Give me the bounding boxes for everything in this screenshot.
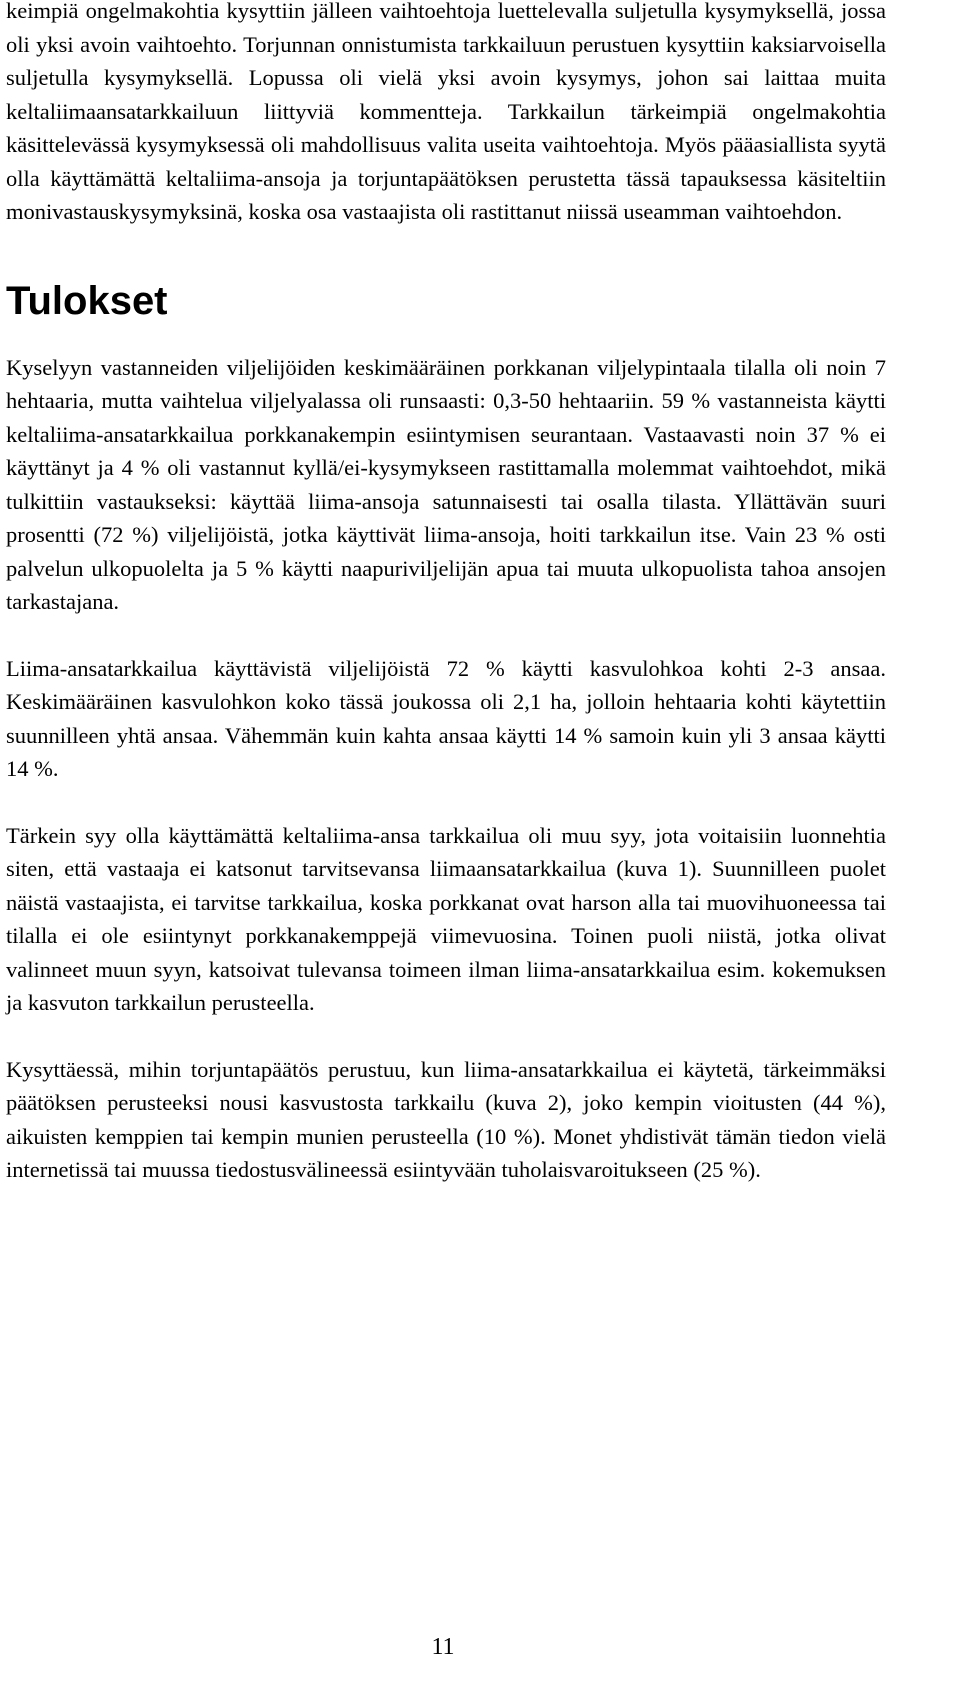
results-paragraph-3: Tärkein syy olla käyttämättä keltaliima-ansa tarkkailua oli muu syy, jota voitaisiin luonnehtia siten, että vastaaja ei katsonut tarvitsevansa liimaansatarkkailua (kuva 1). Suunnilleen puolet näistä vastaajista, ei tarvitse tarkkailua, koska porkkanat ovat harson alla tai muovihuoneessa tai tilalla ei ole esiintynyt porkkanakemppejä viimevuosina. Toinen puoli niistä, jotka olivat valinneet muun syyn, katsoivat tulevansa toimeen ilman liima-ansatarkkailua esim. kokemuksen ja kasvuton tarkkailun perusteella.	[6, 822, 886, 1015]
results-paragraph-1: Kyselyyn vastanneiden viljelijöiden keskimääräinen porkkanan viljelypintaala tilalla oli noin 7 hehtaaria, mutta vaihtelua viljelyalassa oli runsaasti: 0,3-50 hehtaariin. 59 % vastanneista käytti keltaliima-ansatarkkailua porkkanakempin esiintymisen seurantaan. Vastaavasti noin 37 % ei käyttänyt ja 4 % oli vastannut kyllä/ei-kysymykseen rastittamalla molemmat vaihtoehdot, mikä tulkittiin vastaukseksi: käyttää liima-ansoja satunnaisesti tai osalla tilasta. Yllättävän suuri prosentti (72 %) viljelijöistä, jotka käyttivät liima-ansoja, hoiti tarkkailun itse. Vain 23 % osti palvelun ulkopuolelta ja 5 % käytti naapuriviljelijän apua tai muuta ulkopuolista tahoa ansojen tarkastajana.	[6, 354, 886, 614]
document-page	[6, 0, 886, 1187]
page-number: 11	[431, 1634, 455, 1660]
results-paragraph-2: Liima-ansatarkkailua käyttävistä viljelijöistä 72 % käytti kasvulohkoa kohti 2-3 ansaa. Keskimääräinen kasvulohkon koko tässä joukossa oli 2,1 ha, jolloin hehtaaria kohti käytettiin suunnilleen yhtä ansaa. Vähemmän kuin kahta ansaa käytti 14 % samoin kuin yli 3 ansaa käytti 14 %.	[6, 655, 886, 781]
section-heading: Tulokset	[6, 278, 168, 323]
results-paragraph-4: Kysyttäessä, mihin torjuntapäätös perustuu, kun liima-ansatarkkailua ei käytetä, tärkeimmäksi päätöksen perusteeksi nousi kasvustosta tarkkailu (kuva 2), joko kempin vioitusten (44 %), aikuisten kemppien tai kempin munien perusteella (10 %). Monet yhdistivät tämän tiedon vielä internetissä tai muussa tiedostusvälineessä esiintyvään tuholaisvaroitukseen (25 %).	[6, 1056, 886, 1182]
intro-paragraph: keimpiä ongelmakohtia kysyttiin jälleen vaihtoehtoja luettelevalla suljetulla kysymyksellä, jossa oli yksi avoin vaihtoehto. Torjunnan onnistumista tarkkailuun perustuen kysyttiin kaksiarvoisella suljetulla kysymyksellä. Lopussa oli vielä yksi avoin kysymys, johon sai laittaa muita keltaliimaansatarkkailuun liittyviä kommentteja. Tarkkailun tärkeimpiä ongelmakohtia käsittelevässä kysymyksessä oli mahdollisuus valita useita vaihtoehtoja. Myös pääasiallista syytä olla käyttämättä keltaliima-ansoja ja torjuntapäätöksen perustetta tässä tapauksessa käsiteltiin monivastauskysymyksinä, koska osa vastaajista oli rastittanut niissä useamman vaihtoehdon.	[6, 0, 886, 224]
